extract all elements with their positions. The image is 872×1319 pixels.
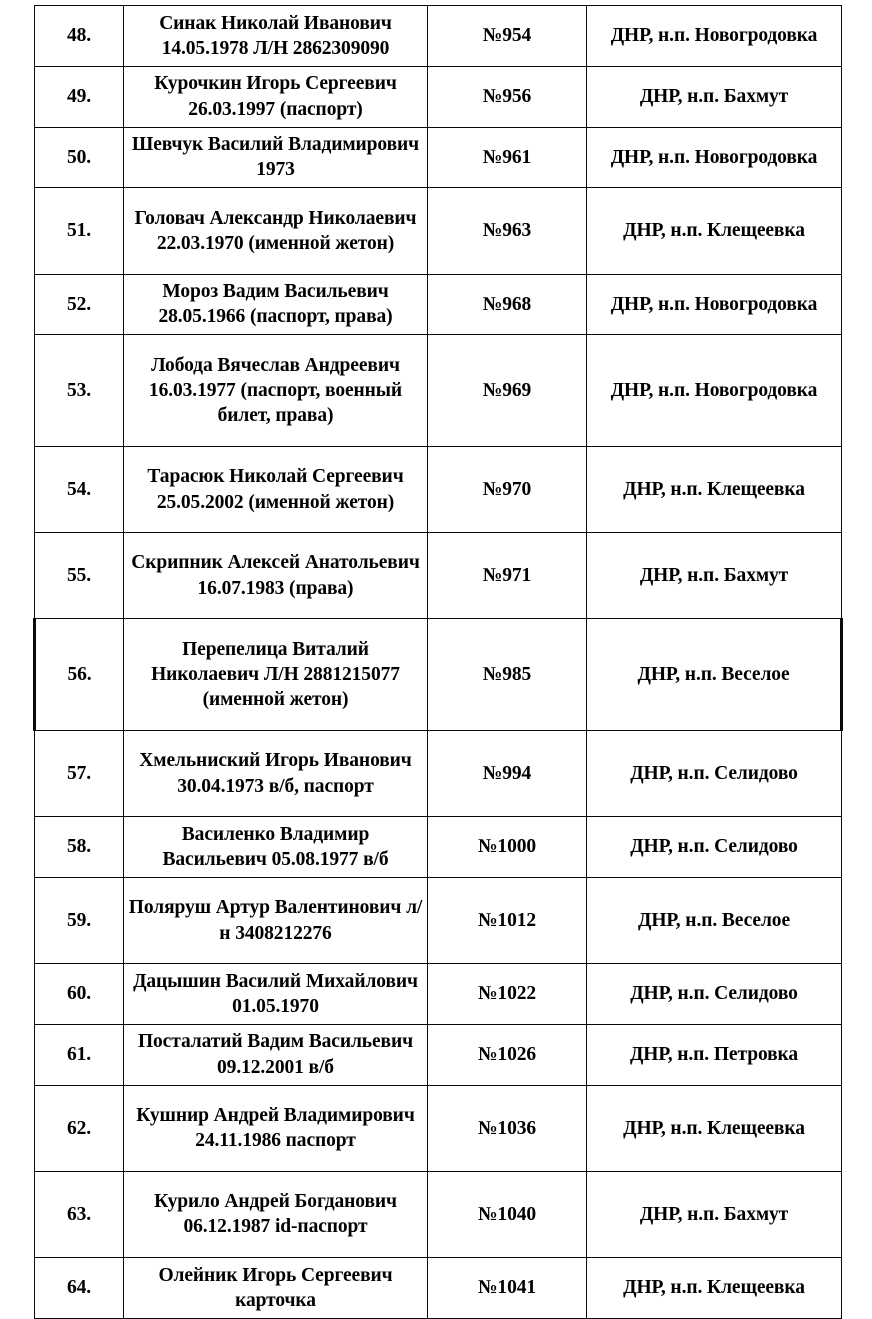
row-number-cell: 56.: [35, 619, 124, 731]
row-number-cell: 60.: [35, 964, 124, 1025]
row-number-cell: 52.: [35, 274, 124, 335]
person-name-cell: Мороз Вадим Васильевич 28.05.1966 (паспорт, права): [124, 274, 428, 335]
person-name-cell: Шевчук Василий Владимирович 1973: [124, 127, 428, 188]
table-row: [35, 1024, 842, 1085]
row-number-cell: 55.: [35, 533, 124, 619]
table-row: [35, 335, 842, 447]
table-row: [35, 446, 842, 532]
table-row: [35, 877, 842, 963]
table-row: [35, 964, 842, 1025]
table-row: [35, 127, 842, 188]
table-row: [35, 1171, 842, 1257]
person-name-cell: Посталатий Вадим Васильевич 09.12.2001 в/б: [124, 1024, 428, 1085]
table-row: [35, 66, 842, 127]
record-number-cell: №970: [428, 446, 587, 532]
location-cell: ДНР, н.п. Бахмут: [587, 66, 842, 127]
row-number-cell: 50.: [35, 127, 124, 188]
row-number-cell: 49.: [35, 66, 124, 127]
row-number-cell: 57.: [35, 730, 124, 816]
person-name-cell: Лобода Вячеслав Андреевич 16.03.1977 (паспорт, военный билет, права): [124, 335, 428, 447]
table-row: [35, 188, 842, 274]
table-row: [35, 1258, 842, 1319]
record-number-cell: №954: [428, 6, 587, 67]
person-name-cell: Синак Николай Иванович 14.05.1978 Л/Н 2862309090: [124, 6, 428, 67]
record-number-cell: №1026: [428, 1024, 587, 1085]
records-table-body: [35, 6, 842, 1319]
location-cell: ДНР, н.п. Новогродовка: [587, 127, 842, 188]
person-name-cell: Дацышин Василий Михайлович 01.05.1970: [124, 964, 428, 1025]
person-name-cell: Василенко Владимир Васильевич 05.08.1977 в/б: [124, 817, 428, 878]
record-number-cell: №1040: [428, 1171, 587, 1257]
row-number-cell: 64.: [35, 1258, 124, 1319]
records-table: [33, 5, 843, 1319]
record-number-cell: №961: [428, 127, 587, 188]
person-name-cell: Поляруш Артур Валентинович л/н 3408212276: [124, 877, 428, 963]
row-number-cell: 53.: [35, 335, 124, 447]
location-cell: ДНР, н.п. Селидово: [587, 817, 842, 878]
record-number-cell: №985: [428, 619, 587, 731]
person-name-cell: Курило Андрей Богданович 06.12.1987 id-паспорт: [124, 1171, 428, 1257]
table-row: [35, 730, 842, 816]
location-cell: ДНР, н.п. Новогродовка: [587, 335, 842, 447]
location-cell: ДНР, н.п. Селидово: [587, 964, 842, 1025]
person-name-cell: Хмельниский Игорь Иванович 30.04.1973 в/б, паспорт: [124, 730, 428, 816]
table-row: [35, 619, 842, 731]
location-cell: ДНР, н.п. Клещеевка: [587, 1258, 842, 1319]
location-cell: ДНР, н.п. Новогродовка: [587, 274, 842, 335]
location-cell: ДНР, н.п. Петровка: [587, 1024, 842, 1085]
record-number-cell: №1041: [428, 1258, 587, 1319]
table-row: [35, 6, 842, 67]
person-name-cell: Перепелица Виталий Николаевич Л/Н 2881215077 (именной жетон): [124, 619, 428, 731]
record-number-cell: №1022: [428, 964, 587, 1025]
record-number-cell: №994: [428, 730, 587, 816]
record-number-cell: №1036: [428, 1085, 587, 1171]
record-number-cell: №1012: [428, 877, 587, 963]
person-name-cell: Олейник Игорь Сергеевич карточка: [124, 1258, 428, 1319]
person-name-cell: Тарасюк Николай Сергеевич 25.05.2002 (именной жетон): [124, 446, 428, 532]
row-number-cell: 54.: [35, 446, 124, 532]
location-cell: ДНР, н.п. Новогродовка: [587, 6, 842, 67]
record-number-cell: №1000: [428, 817, 587, 878]
table-row: [35, 817, 842, 878]
person-name-cell: Кушнир Андрей Владимирович 24.11.1986 паспорт: [124, 1085, 428, 1171]
record-number-cell: №971: [428, 533, 587, 619]
table-row: [35, 274, 842, 335]
row-number-cell: 59.: [35, 877, 124, 963]
location-cell: ДНР, н.п. Бахмут: [587, 533, 842, 619]
person-name-cell: Скрипник Алексей Анатольевич 16.07.1983 (права): [124, 533, 428, 619]
location-cell: ДНР, н.п. Веселое: [587, 619, 842, 731]
person-name-cell: Курочкин Игорь Сергеевич 26.03.1997 (паспорт): [124, 66, 428, 127]
row-number-cell: 48.: [35, 6, 124, 67]
location-cell: ДНР, н.п. Клещеевка: [587, 446, 842, 532]
table-row: [35, 533, 842, 619]
record-number-cell: №956: [428, 66, 587, 127]
location-cell: ДНР, н.п. Клещеевка: [587, 188, 842, 274]
record-number-cell: №969: [428, 335, 587, 447]
row-number-cell: 63.: [35, 1171, 124, 1257]
table-row: [35, 1085, 842, 1171]
row-number-cell: 51.: [35, 188, 124, 274]
location-cell: ДНР, н.п. Клещеевка: [587, 1085, 842, 1171]
person-name-cell: Головач Александр Николаевич 22.03.1970 (именной жетон): [124, 188, 428, 274]
record-number-cell: №968: [428, 274, 587, 335]
row-number-cell: 58.: [35, 817, 124, 878]
location-cell: ДНР, н.п. Веселое: [587, 877, 842, 963]
location-cell: ДНР, н.п. Бахмут: [587, 1171, 842, 1257]
row-number-cell: 62.: [35, 1085, 124, 1171]
location-cell: ДНР, н.п. Селидово: [587, 730, 842, 816]
row-number-cell: 61.: [35, 1024, 124, 1085]
record-number-cell: №963: [428, 188, 587, 274]
